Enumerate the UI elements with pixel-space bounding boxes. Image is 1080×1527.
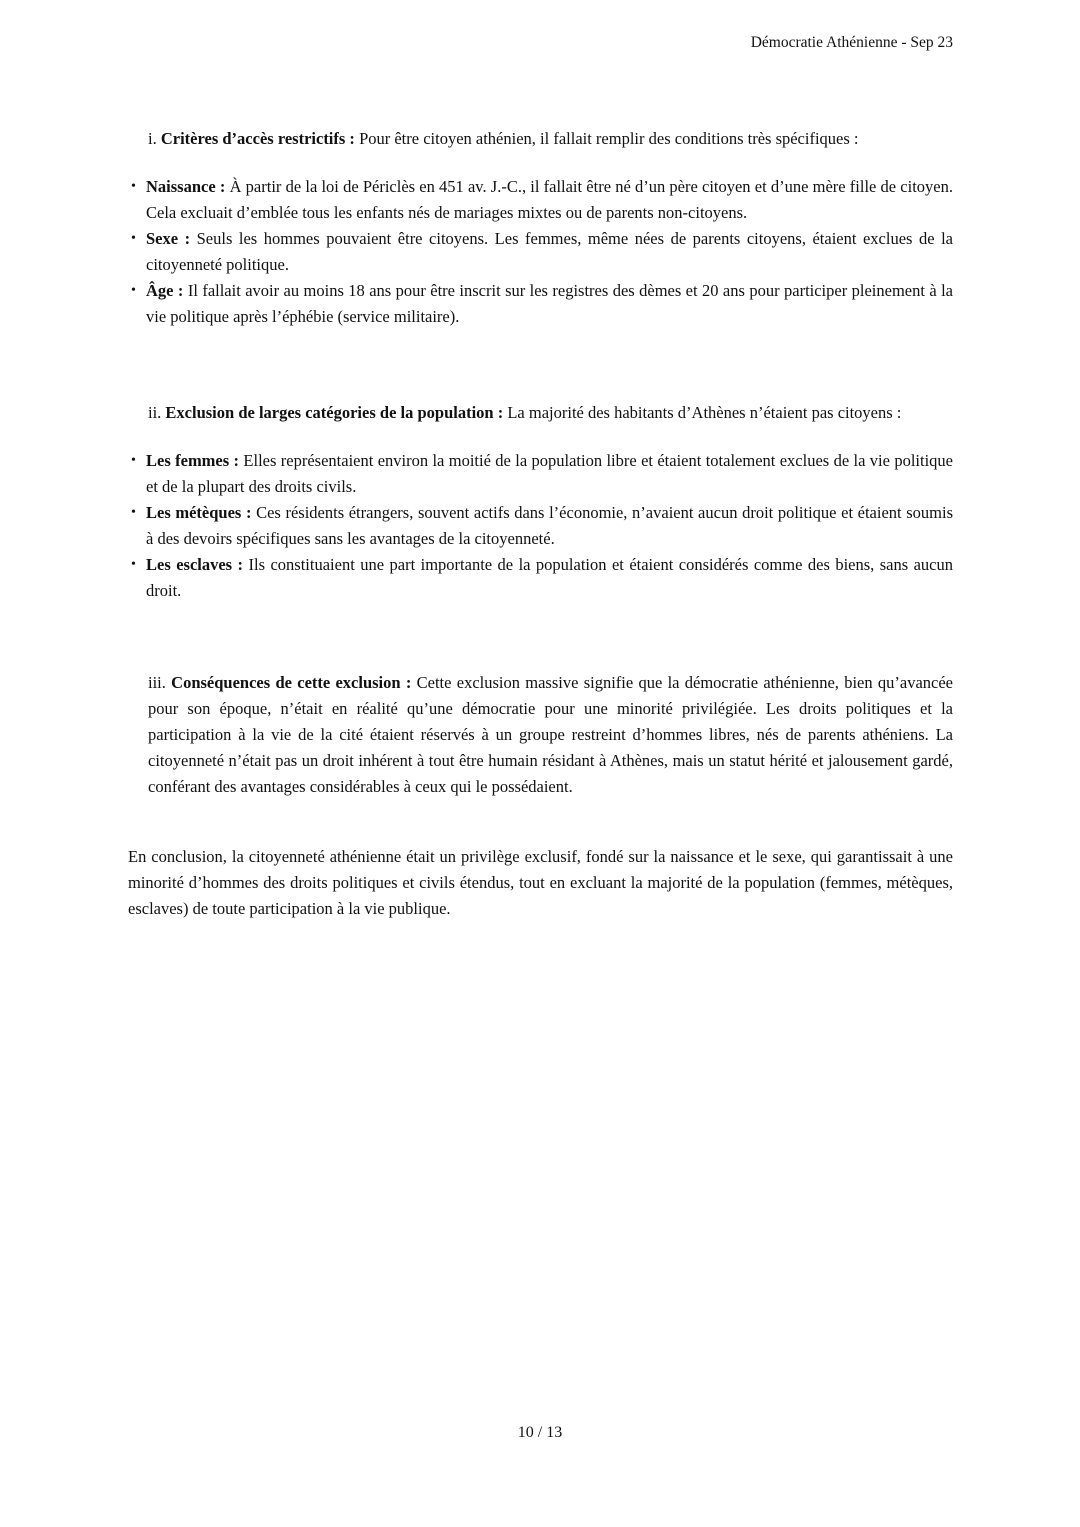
list-item-age	[128, 278, 953, 330]
section-i-label: i.	[148, 129, 157, 148]
list-term: Les femmes :	[146, 451, 240, 470]
page-footer	[0, 1424, 1080, 1442]
list-term: Les esclaves :	[146, 555, 244, 574]
document-content	[128, 126, 953, 922]
header-title: Démocratie Athénienne - Sep 23	[750, 34, 953, 51]
list-term: Naissance :	[146, 177, 226, 196]
list-text: Seuls les hommes pouvaient être citoyens. Les femmes, même nées de parents citoyens, étaient exclues de la citoyenneté politique.	[146, 229, 953, 274]
section-ii-title: Exclusion de larges catégories de la population :	[165, 403, 504, 422]
list-item-naissance	[128, 174, 953, 226]
section-i-title: Critères d’accès restrictifs :	[160, 129, 355, 148]
list-text: À partir de la loi de Périclès en 451 av. J.-C., il fallait être né d’un père citoyen et d’une mère fille de citoyen. Cela excluait d’emblée tous les enfants nés de mariages mixtes ou de parents non-citoyens.	[146, 177, 953, 222]
list-term: Les métèques :	[146, 503, 252, 522]
list-term: Sexe :	[146, 229, 191, 248]
list-item-esclaves	[128, 552, 953, 604]
list-text: Elles représentaient environ la moitié de la population libre et étaient totalement exclues de la vie politique et de la plupart des droits civils.	[146, 451, 953, 496]
section-iii-label: iii.	[148, 673, 166, 692]
section-iii-text: Cette exclusion massive signifie que la démocratie athénienne, bien qu’avancée pour son époque, n’était en réalité qu’une démocratie pour une minorité privilégiée. Les droits politiques et la participation à la vie de la cité étaient réservés à un groupe restreint d’hommes libres, nés de parents athéniens. La citoyenneté n’était pas un droit inhérent à tout être humain résidant à Athènes, mais un statut hérité et jalousement gardé, conférant des avantages considérables à ceux qui le possédaient.	[148, 673, 953, 796]
page-number: 10 / 13	[517, 1424, 563, 1441]
section-heading-iii	[148, 670, 953, 800]
list-text: Ils constituaient une part importante de la population et étaient considérés comme des biens, sans aucun droit.	[146, 555, 953, 600]
section-heading-i	[148, 126, 953, 152]
section-heading-ii	[148, 400, 953, 426]
list-text: Ces résidents étrangers, souvent actifs dans l’économie, n’avaient aucun droit politique et étaient soumis à des devoirs spécifiques sans les avantages de la citoyenneté.	[146, 503, 954, 548]
criteria-list	[128, 174, 953, 330]
list-item-sexe	[128, 226, 953, 278]
exclusion-list	[128, 448, 953, 604]
list-item-meteques	[128, 500, 953, 552]
list-text: Il fallait avoir au moins 18 ans pour être inscrit sur les registres des dèmes et 20 ans pour participer pleinement à la vie politique après l’éphébie (service militaire).	[146, 281, 953, 326]
section-ii-text: La majorité des habitants d’Athènes n’étaient pas citoyens :	[507, 403, 902, 422]
section-iii-title: Conséquences de cette exclusion :	[171, 673, 412, 692]
section-i-text: Pour être citoyen athénien, il fallait remplir des conditions très spécifiques :	[359, 129, 859, 148]
list-term: Âge :	[146, 281, 184, 300]
conclusion-paragraph: En conclusion, la citoyenneté athénienne était un privilège exclusif, fondé sur la naissance et le sexe, qui garantissait à une minorité d’hommes des droits politiques et civils étendus, tout en excluant la majorité de la population (femmes, métèques, esclaves) de toute participation à la vie publique.	[128, 847, 953, 918]
page-header	[128, 34, 953, 52]
list-item-femmes	[128, 448, 953, 500]
section-ii-label: ii.	[148, 403, 162, 422]
